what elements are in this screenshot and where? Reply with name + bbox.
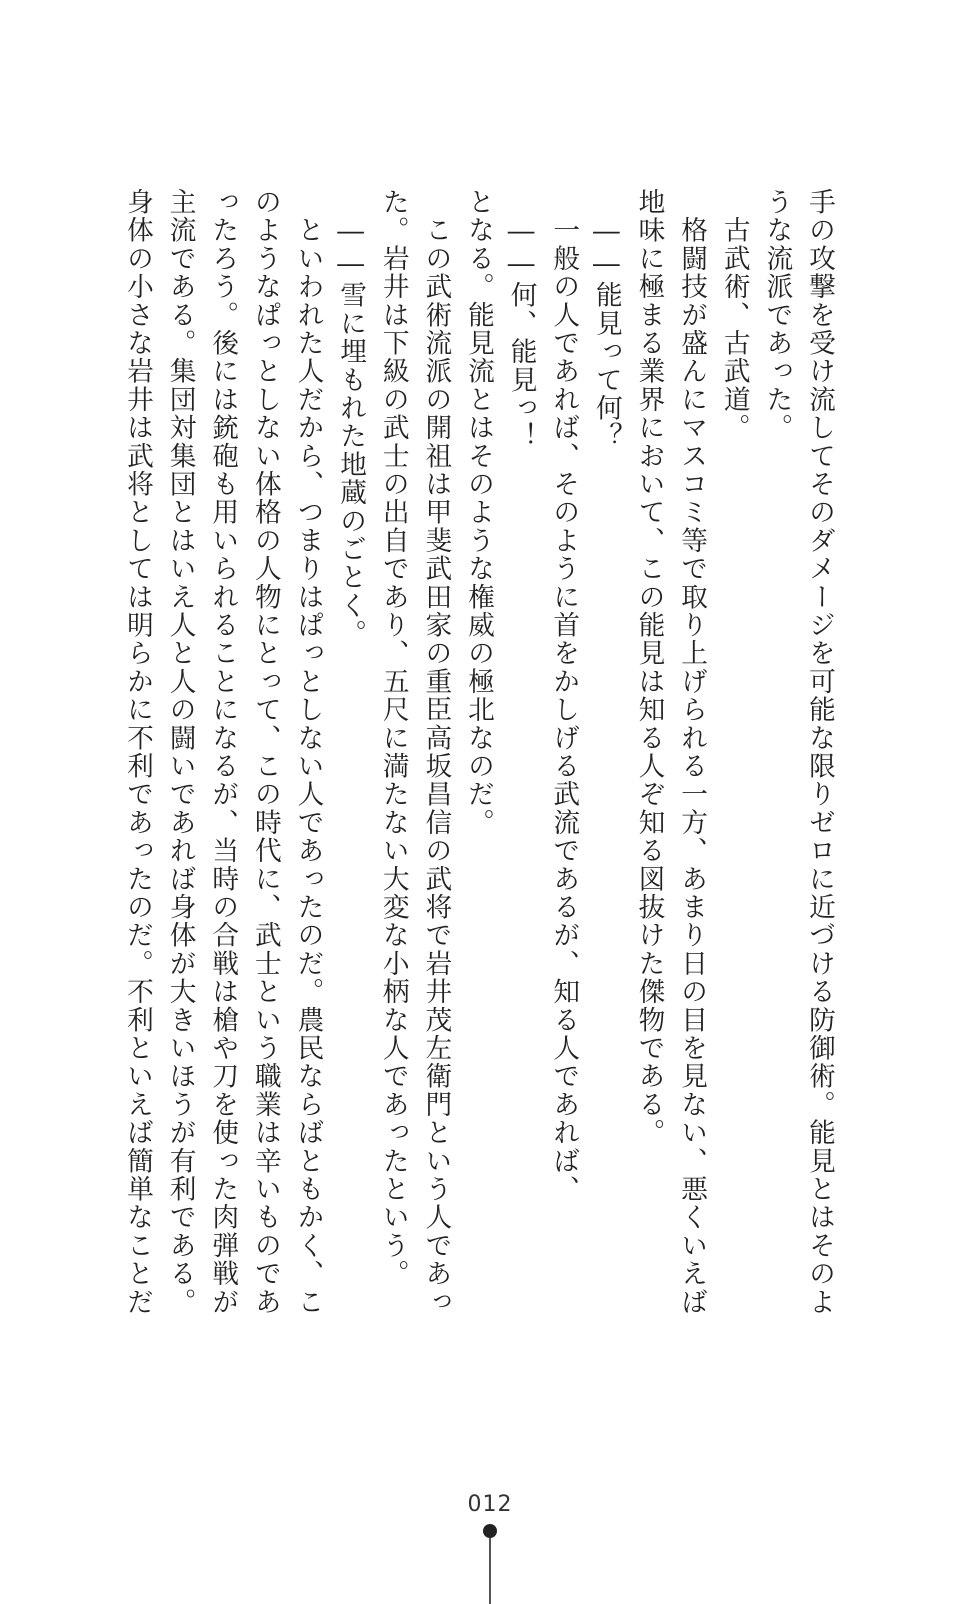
text-column: のようなぱっとしない体格の人物にとって、この時代に、武士という職業は辛いものであ — [249, 188, 281, 1316]
text-column: 身体の小さな岩井は武将としては明らかに不利であったのだ。不利といえば簡単なことだ — [122, 188, 153, 1316]
page-number: 012 — [467, 1492, 513, 1517]
page-marker-dot — [483, 1524, 497, 1538]
text-column: た。岩井は下級の武士の出自であり、五尺に満たない大変な小柄な人であったという。 — [377, 188, 409, 1288]
text-column: うな流派であった。 — [761, 188, 793, 442]
text-column: ったろう。後には銃砲も用いられることになるが、当時の合戦は槍や刀を使った肉弾戦が — [207, 188, 239, 1316]
text-column: といわれた人だから、つまりはぱっとしない人であったのだ。農民ならばともかく、こ — [292, 188, 324, 1316]
text-column: となる。能見流とはそのような権威の極北なのだ。 — [463, 188, 494, 837]
text-column: 格闘技が盛んにマスコミ等で取り上げられる一方、あまり日の目を見ない、悪くいえば — [676, 188, 708, 1316]
text-column: この武術流派の開祖は甲斐武田家の重臣高坂昌信の武将で岩井茂左衛門という人であっ — [420, 188, 452, 1316]
text-column: ――雪に埋もれた地蔵のごとく。 — [335, 188, 367, 648]
page-marker-line — [489, 1538, 491, 1604]
text-column: 一般の人であれば、そのように首をかしげる武流であるが、知る人であれば、 — [548, 188, 580, 1204]
text-column: 古武術、古武道。 — [718, 188, 750, 442]
text-column: ――何、能見っ！ — [505, 188, 537, 451]
text-column: 主流である。集団対集団とはいえ人と人の闘いであれば身体が大きいほうが有利である。 — [164, 188, 196, 1316]
text-column: 手の攻撃を受け流してそのダメージを可能な限りゼロに近づける防御術。能見とはそのよ — [804, 188, 835, 1316]
text-column: ――能見って何？ — [590, 188, 622, 451]
vertical-text-body — [120, 188, 835, 1316]
text-column: 地味に極まる業界において、この能見は知る人ぞ知る図抜けた傑物である。 — [633, 188, 665, 1147]
